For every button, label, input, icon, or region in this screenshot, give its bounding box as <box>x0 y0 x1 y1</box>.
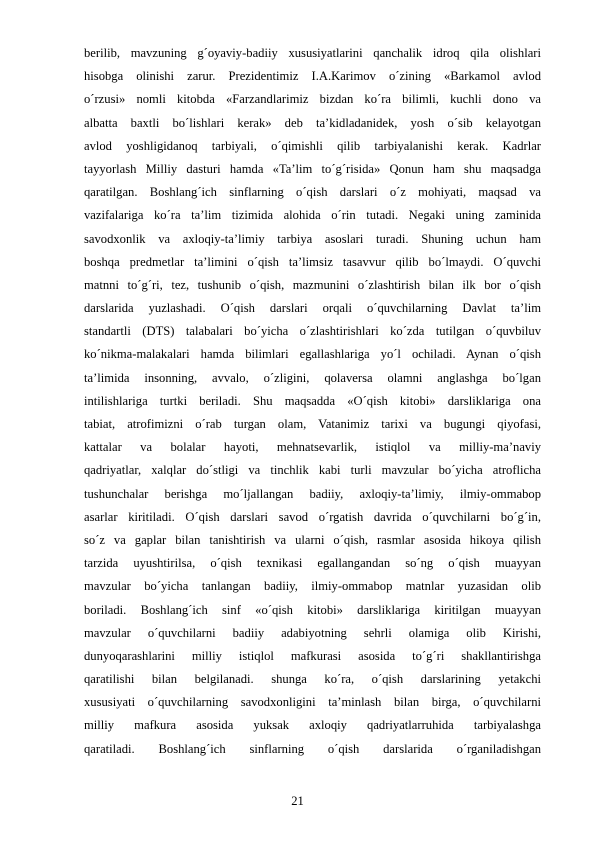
text-line: dunyoqarashlarini milliy istiqlol mafkurasi asosida to´g´ri shakllantirishga <box>84 648 541 663</box>
text-line: tayyorlash Milliy dasturi hamda «Ta’lim to´g´risida» Qonun ham shu maqsadga <box>84 161 541 176</box>
text-line: avlod yoshligidanoq tarbiyali, o´qimishli qilib tarbiyalanishi kerak. Kadrlar <box>84 138 541 153</box>
text-line: qaratiladi. Boshlang´ich sinflarning o´qish darslarida o´rganiladishgan <box>84 741 541 756</box>
text-line: mavzular o´quvchilarni badiiy adabiyotning sehrli olamiga olib Kirishi, <box>84 625 541 640</box>
text-line: berilib, mavzuning g´oyaviy-badiiy xususiyatlarini qanchalik idroq qila olishlari <box>84 46 541 60</box>
text-line: qaratilishi bilan belgilanadi. shunga ko´ra, o´qish darslarining yetakchi <box>84 672 541 687</box>
body-text <box>84 42 541 761</box>
text-line: ta’limida insonning, avvalo, o´zligini, qolaversa olamni anglashga bo´lgan <box>84 370 541 385</box>
text-line: xususiyati o´quvchilarning savodxonligini ta’minlash bilan birga, o´quvchilarni <box>84 695 541 710</box>
text-line: vazifalariga ko´ra ta’lim tizimida alohida o´rin tutadi. Negaki uning zaminida <box>84 208 541 223</box>
text-line: tushunchalar berishga mo´ljallangan badiiy, axloqiy-ta’limiy, ilmiy-ommabop <box>84 486 541 501</box>
text-line: kattalar va bolalar hayoti, mehnatsevarlik, istiqlol va milliy-ma’naviy <box>84 440 541 455</box>
text-line: hisobga olinishi zarur. Prezidentimiz I.A.Karimov o´zining «Barkamol avlod <box>84 69 541 84</box>
text-line: albatta baxtli bo´lishlari kerak» deb ta’kidladanidek, yosh o´sib kelayotgan <box>84 115 541 130</box>
text-line: qadriyatlar, xalqlar do´stligi va tinchlik kabi turli mavzular bo´yicha atroflicha <box>84 463 541 478</box>
text-line: intilishlariga turtki beriladi. Shu maqsadda «O´qish kitobi» darsliklariga ona <box>84 393 541 408</box>
text-line: milliy mafkura asosida yuksak axloqiy qadriyatlarruhida tarbiyalashga <box>84 718 541 733</box>
text-line: savodxonlik va axloqiy-ta’limiy tarbiya asoslari turadi. Shuning uchun ham <box>84 231 541 246</box>
text-line: o´rzusi» nomli kitobda «Farzandlarimiz bizdan ko´ra bilimli, kuchli dono va <box>84 92 541 107</box>
text-line: ko´nikma-malakalari hamda bilimlari egallashlariga yo´l ochiladi. Aynan o´qish <box>84 347 541 362</box>
text-line: boshqa predmetlar ta’limini o´qish ta’limsiz tasavvur qilib bo´lmaydi. O´quvchi <box>84 254 541 269</box>
text-line: qaratilgan. Boshlang´ich sinflarning o´qish darslari o´z mohiyati, maqsad va <box>84 185 541 200</box>
text-line: boriladi. Boshlang´ich sinf «o´qish kitobi» darsliklariga kiritilgan muayyan <box>84 602 541 617</box>
page-number: 21 <box>291 794 304 808</box>
text-line: so´z va gaplar bilan tanishtirish va ularni o´qish, rasmlar asosida hikoya qilish <box>84 532 541 547</box>
text-line: standartli (DTS) talabalari bo´yicha o´zlashtirishlari ko´zda tutilgan o´quvbiluv <box>84 324 541 339</box>
text-line: matnni to´g´ri, tez, tushunib o´qish, mazmunini o´zlashtirish bilan ilk bor o´qish <box>84 277 541 292</box>
text-line: asarlar kiritiladi. O´qish darslari savod o´rgatish davrida o´quvchilarni bo´g´in, <box>84 509 541 524</box>
text-line: mavzular bo´yicha tanlangan badiiy, ilmiy-ommabop matnlar yuzasidan olib <box>84 579 541 594</box>
text-line: tarzida uyushtirilsa, o´qish texnikasi egallangandan so´ng o´qish muayyan <box>84 556 541 571</box>
text-line: darslarida yuzlashadi. O´qish darslari orqali o´quvchilarning Davlat ta’lim <box>84 301 541 316</box>
text-line: tabiat, atrofimizni o´rab turgan olam, Vatanimiz tarixi va bugungi qiyofasi, <box>84 417 541 431</box>
